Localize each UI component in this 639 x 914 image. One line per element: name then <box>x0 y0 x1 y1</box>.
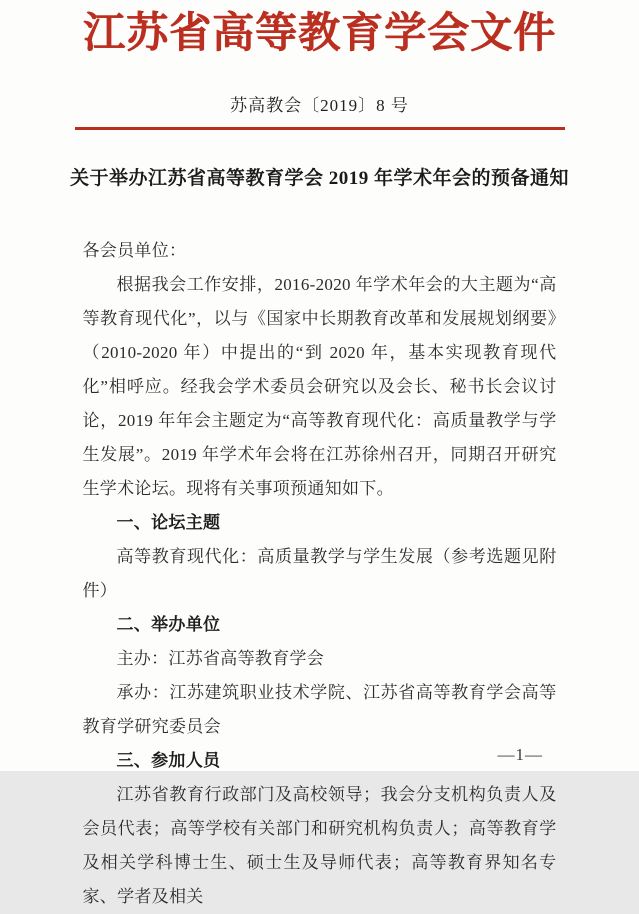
document-number: 苏高教会〔2019〕8 号 <box>230 96 409 115</box>
section-3-heading: 三、参加人员 <box>116 751 221 770</box>
section-2-line-host: 主办：江苏省高等教育学会 <box>116 649 325 668</box>
section-2-heading: 二、举办单位 <box>116 615 221 634</box>
section-3-line-1: 江苏省教育行政部门及高校领导；我会分支机构负责人及会员代表；高等学校有关部门和研究机构负责人；高等教育学及相关学科博士生、硕士生及导师代表；高等教育界知名专家、学者及相关 <box>82 785 557 906</box>
header-separator-line <box>75 127 565 130</box>
document-header-title: 江苏省高等教育学会文件 <box>82 11 556 57</box>
document-title: 关于举办江苏省高等教育学会 2019 年学术年会的预备通知 <box>69 168 569 189</box>
intro-paragraph: 根据我会工作安排，2016-2020 年学术年会的大主题为“高等教育现代化”，以与《国家中长期教育改革和发展规划纲要》（2010-2020 年）中提出的“到 2020 年，基本实现教育现代化”相呼应。经我会学术委员会研究以及会长、秘书长会议讨论，2019 年年会主题定为“高等教育现代化：高质量教学与学生发展”。2019 年学术年会将在江苏徐州召开，同期召开研究生学术论坛。现将有关事项预通知如下。 <box>82 275 557 498</box>
section-2-line-organizer: 承办：江苏建筑职业技术学院、江苏省高等教育学会高等教育学研究委员会 <box>82 683 557 736</box>
document-body <box>83 234 557 914</box>
page-number: —1— <box>497 745 543 764</box>
section-1-line-1: 高等教育现代化：高质量教学与学生发展（参考选题见附件） <box>82 547 557 600</box>
section-1-heading: 一、论坛主题 <box>116 513 221 532</box>
salutation: 各会员单位： <box>82 241 187 260</box>
